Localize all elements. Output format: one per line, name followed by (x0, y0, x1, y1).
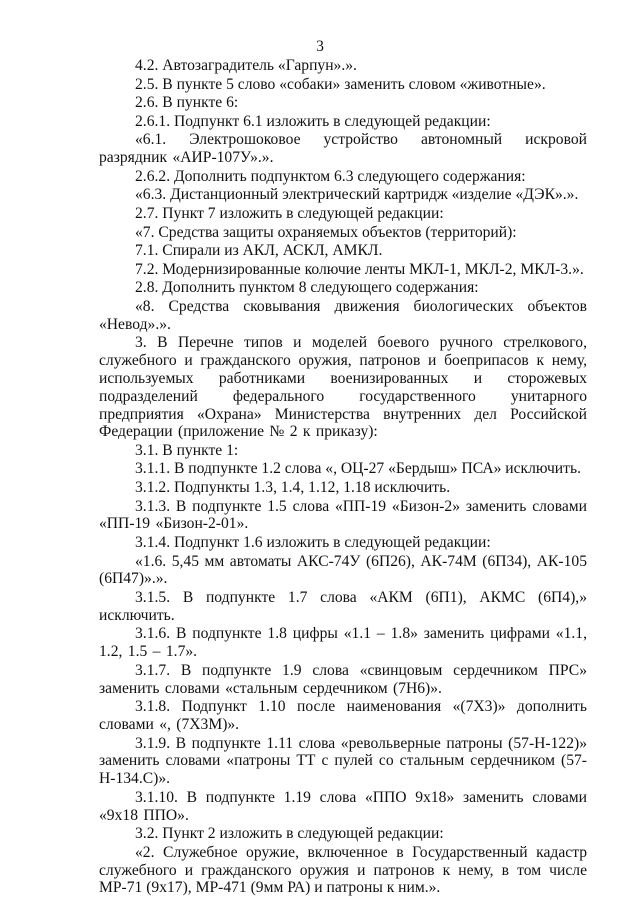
paragraph-2-8: 2.8. Дополнить пунктом 8 следующего содержания: (135, 279, 479, 297)
paragraph-3-1-9: 3.1.9. В подпункте 1.11 слова «револьверные патроны (57-Н-122)» заменить словами «патроны ТТ с пулей со стальным сердечником (57-Н-134.С)». (99, 734, 587, 788)
paragraph-3-1: 3.1. В пункте 1: (135, 441, 239, 459)
paragraph-2-5: 2.5. В пункте 5 слово «собаки» заменить словом «животные». (135, 75, 546, 93)
paragraph-3-1-10: 3.1.10. В подпункте 1.19 слова «ППО 9х18» заменить словами «9х18 ППО». (99, 788, 587, 824)
paragraph-8-quote: «8. Средства сковывания движения биологических объектов «Невод».». (99, 297, 587, 333)
paragraph-2-quote: «2. Служебное оружие, включенное в Государственный кадастр служебного и гражданского оружия и патронов к нему, в том числе МР-71 (9х17), МР-471 (9мм РА) и патроны к ним.». (99, 843, 587, 897)
document-body (99, 57, 587, 898)
paragraph-7-2: 7.2. Модернизированные колючие ленты МКЛ-1, МКЛ-2, МКЛ-3.». (135, 260, 584, 278)
paragraph-3-1-5: 3.1.5. В подпункте 1.7 слова «АКМ (6П1), АКМС (6П4),» исключить. (99, 589, 587, 624)
paragraph-7-1: 7.1. Спирали из АКЛ, АСКЛ, АМКЛ. (135, 242, 383, 260)
paragraph-2-7: 2.7. Пункт 7 изложить в следующей редакции: (135, 204, 444, 222)
paragraph-2-6: 2.6. В пункте 6: (135, 94, 239, 112)
paragraph-6-3-quote: «6.3. Дистанционный электрический картридж «изделие «ДЭК».». (135, 186, 579, 204)
paragraph-3: 3. В Перечне типов и моделей боевого ручного стрелкового, служебного и гражданского оружия, патронов и боеприпасов к нему, используемых работниками военизированных и сторожевых подразделений федерального государственного унитарного предприятия «Охрана» Министерства внутренних дел Российской Федерации (приложение № 2 к приказу): (99, 334, 587, 441)
paragraph-3-2: 3.2. Пункт 2 изложить в следующей редакции: (135, 825, 444, 843)
paragraph-3-1-1: 3.1.1. В подпункте 1.2 слова «, ОЦ-27 «Бердыш» ПСА» исключить. (135, 460, 581, 478)
paragraph-2-6-1: 2.6.1. Подпункт 6.1 изложить в следующей редакции: (135, 112, 491, 130)
paragraph-7-quote: «7. Средства защиты охраняемых объектов (территорий): (135, 223, 517, 241)
page-number: 3 (316, 38, 324, 55)
paragraph-3-1-7: 3.1.7. В подпункте 1.9 слова «свинцовым сердечником ПРС» заменить словами «стальным сердечником (7Н6)». (99, 661, 587, 697)
paragraph-3-1-2: 3.1.2. Подпункты 1.3, 1.4, 1.12, 1.18 исключить. (135, 479, 451, 497)
paragraph-4-2: 4.2. Автозаградитель «Гарпун».». (135, 57, 357, 74)
paragraph-6-1-quote: «6.1. Электрошоковое устройство автономный искровой разрядник «АИР-107У».». (99, 131, 587, 167)
paragraph-3-1-3: 3.1.3. В подпункте 1.5 слова «ПП-19 «Бизон-2» заменить словами «ПП-19 «Бизон-2-01». (99, 497, 587, 533)
paragraph-1-6-quote: «1.6. 5,45 мм автоматы АКС-74У (6П26), АК-74М (6П34), АК-105 (6П47)».». (99, 552, 587, 588)
paragraph-2-6-2: 2.6.2. Дополнить подпунктом 6.3 следующего содержания: (135, 167, 526, 185)
paragraph-3-1-8: 3.1.8. Подпункт 1.10 после наименования «(7Х3)» дополнить словами «, (7Х3М)». (99, 698, 587, 734)
paragraph-3-1-6: 3.1.6. В подпункте 1.8 цифры «1.1 – 1.8» заменить цифрами «1.1, 1.2, 1.5 – 1.7». (99, 625, 587, 661)
paragraph-3-1-4: 3.1.4. Подпункт 1.6 изложить в следующей редакции: (135, 534, 491, 552)
